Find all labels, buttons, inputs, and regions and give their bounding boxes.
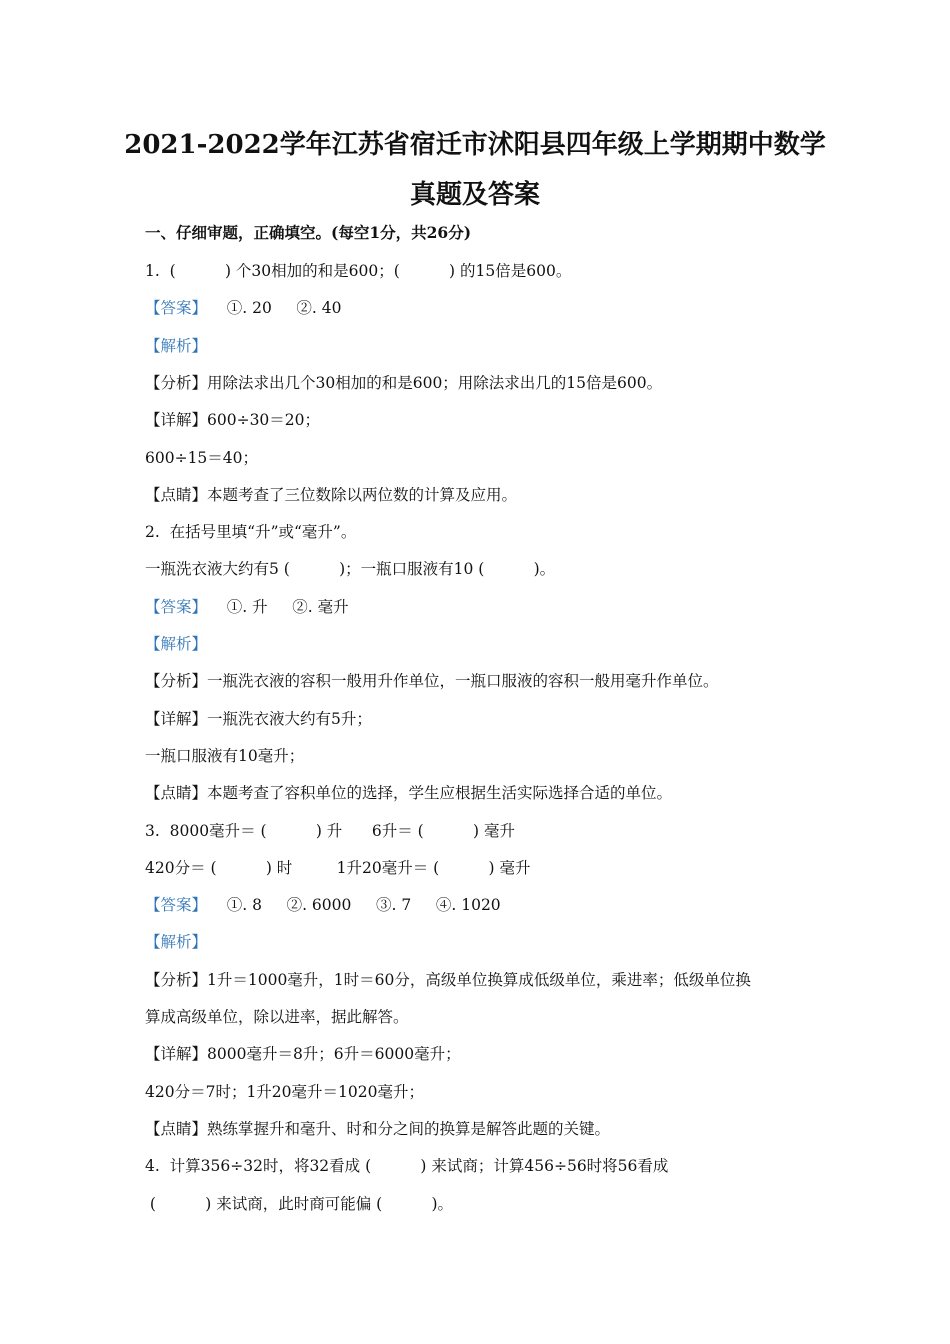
- text-line: 【详解】一瓶洗衣液大约有5升；: [145, 710, 372, 728]
- text-line: 420分＝ ( ) 时 1升20毫升＝ ( ) 毫升: [145, 859, 531, 877]
- answer-line: [145, 297, 342, 319]
- text-line: 600÷15＝40；: [145, 449, 259, 467]
- section-tag: 【解析】: [145, 635, 208, 653]
- section-tag: 【解析】: [145, 933, 208, 951]
- text-line: 算成高级单位，除以进率，据此解答。: [145, 1008, 409, 1026]
- text-line: 一瓶洗衣液大约有5 ( )；一瓶口服液有10 ( )。: [145, 560, 556, 578]
- answer-values: ①. 升 ②. 毫升: [207, 598, 349, 616]
- section-tag: 【答案】: [145, 598, 208, 616]
- text-line: 【详解】600÷30＝20；: [145, 411, 321, 429]
- text-line: 一瓶口服液有10毫升；: [145, 747, 305, 765]
- text-line: 【详解】8000毫升＝8升；6升＝6000毫升；: [145, 1045, 461, 1063]
- text-line: ( ) 来试商，此时商可能偏 ( )。: [145, 1195, 454, 1213]
- text-line: 【点睛】本题考查了容积单位的选择，学生应根据生活实际选择合适的单位。: [145, 784, 673, 802]
- text-line: 2. 在括号里填“升”或“毫升”。: [145, 523, 357, 541]
- text-line: 1. ( ) 个30相加的和是600；( ) 的15倍是600。: [145, 262, 572, 280]
- doc-title-line1: 2021-2022学年江苏省宿迁市沭阳县四年级上学期期中数学: [124, 130, 826, 160]
- text-line: 【点睛】熟练掌握升和毫升、时和分之间的换算是解答此题的关键。: [145, 1120, 611, 1138]
- answer-line: [145, 894, 501, 916]
- section-heading: 一、仔细审题，正确填空。(每空1分，共26分): [145, 223, 472, 242]
- section-tag: 【解析】: [145, 337, 208, 355]
- analysis-tag: [145, 335, 207, 357]
- analysis-tag: [145, 931, 207, 953]
- text-line: 【分析】一瓶洗衣液的容积一般用升作单位，一瓶口服液的容积一般用毫升作单位。: [145, 672, 719, 690]
- section-tag: 【答案】: [145, 299, 208, 317]
- text-line: 3. 8000毫升＝ ( ) 升 6升＝ ( ) 毫升: [145, 822, 515, 840]
- answer-line: [145, 596, 349, 618]
- answer-values: ①. 20 ②. 40: [207, 299, 342, 317]
- text-line: 420分＝7时；1升20毫升＝1020毫升；: [145, 1083, 424, 1101]
- text-line: 【分析】用除法求出几个30相加的和是600；用除法求出几的15倍是600。: [145, 374, 663, 392]
- answer-values: ①. 8 ②. 6000 ③. 7 ④. 1020: [207, 896, 501, 914]
- doc-title-line2: 真题及答案: [409, 180, 540, 210]
- analysis-tag: [145, 633, 207, 655]
- section-tag: 【答案】: [145, 896, 208, 914]
- text-line: 4. 计算356÷32时，将32看成 ( ) 来试商；计算456÷56时将56看成: [145, 1157, 669, 1175]
- text-line: 【分析】1升＝1000毫升，1时＝60分，高级单位换算成低级单位，乘进率；低级单位换: [145, 971, 751, 989]
- text-line: 【点睛】本题考查了三位数除以两位数的计算及应用。: [145, 486, 518, 504]
